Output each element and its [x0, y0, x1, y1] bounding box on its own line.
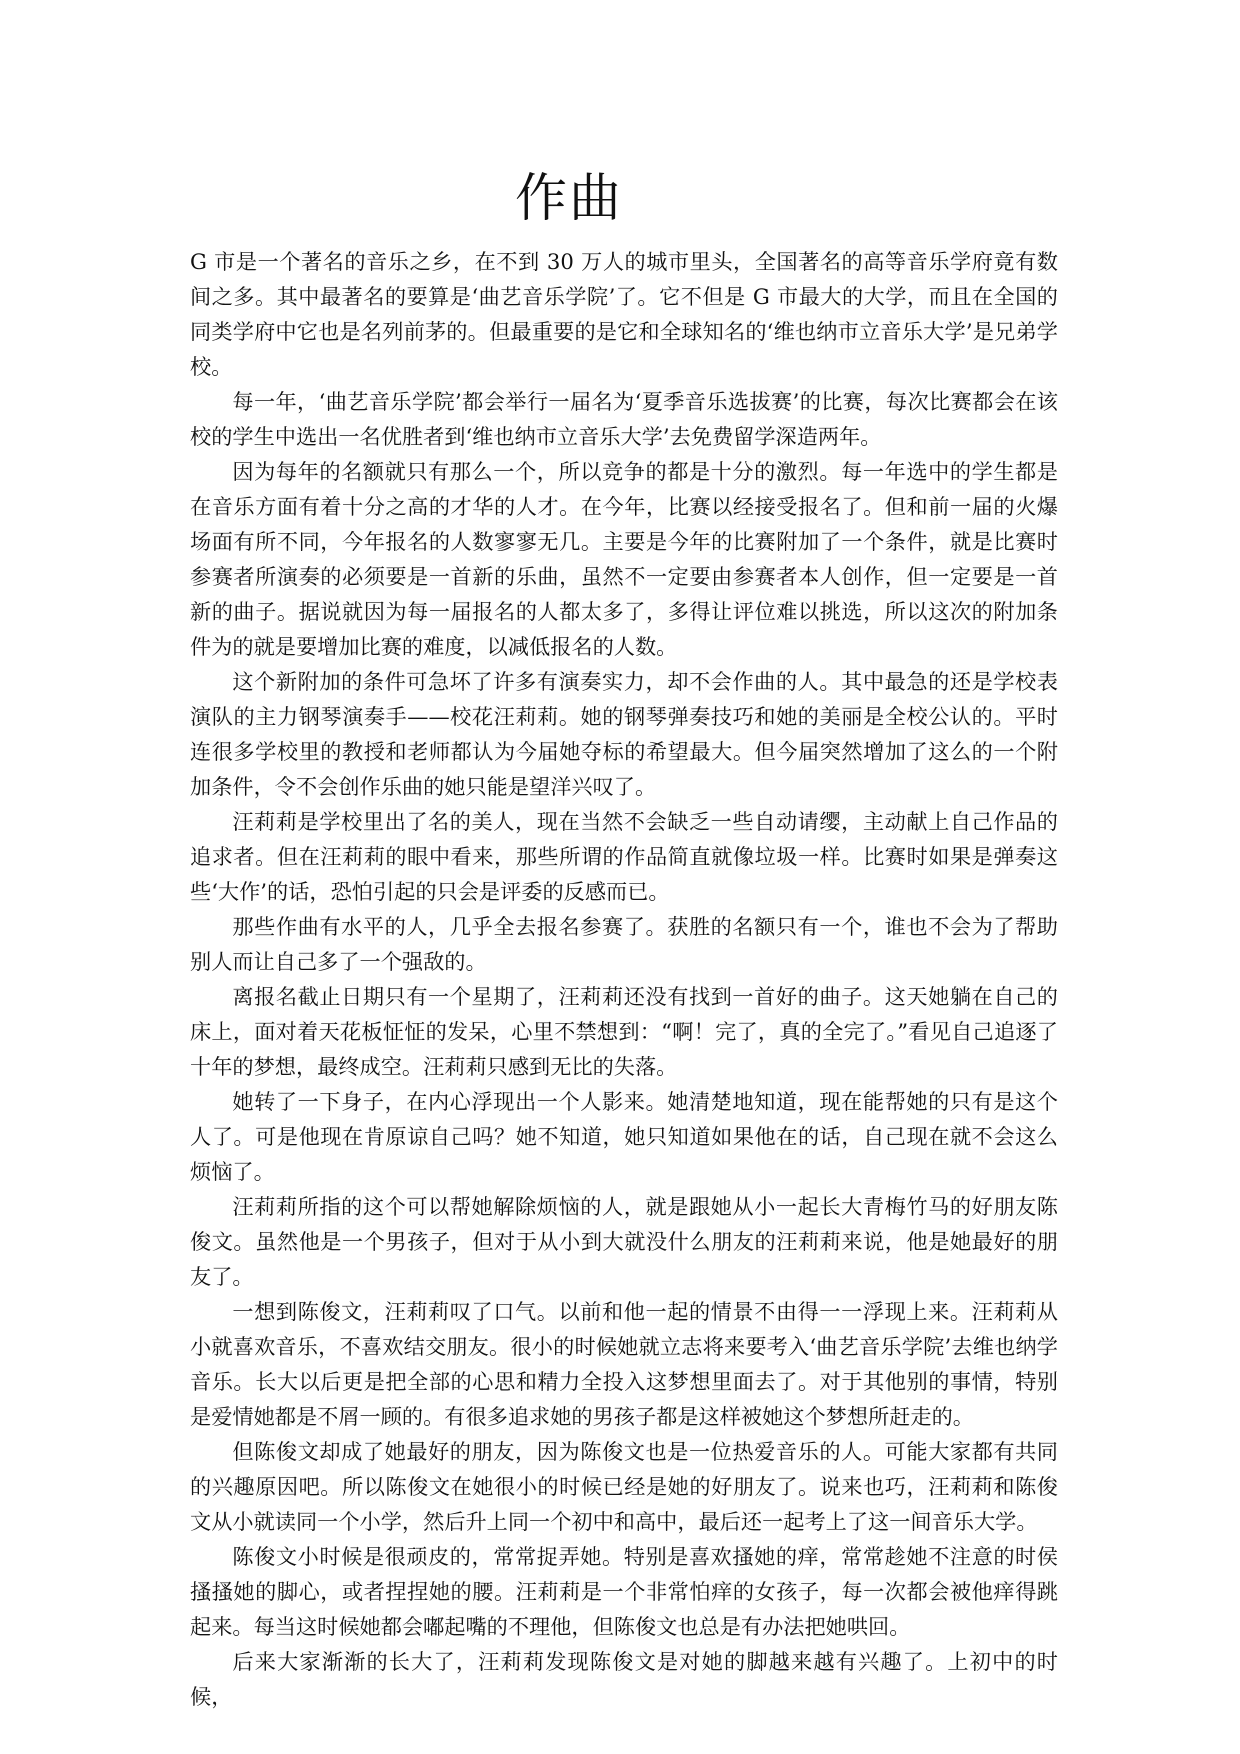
document-title: 作曲 [514, 169, 623, 229]
paragraph-1: G 市是一个著名的音乐之乡，在不到 30 万人的城市里头，全国著名的高等音乐学府竟有数间之多。其中最著名的要算是‘曲艺音乐学院’了。它不但是 G 市最大的大学，而且在全国的同类学府中它也是名列前茅的。但最重要的是它和全球知名的‘维也纳市立音乐大学’是兄弟学校。 [190, 249, 1058, 379]
paragraph-12: 陈俊文小时候是很顽皮的，常常捉弄她。特别是喜欢搔她的痒，常常趁她不注意的时侯搔搔她的脚心，或者捏捏她的腰。汪莉莉是一个非常怕痒的女孩子，每一次都会被他痒得跳起来。每当这时候她都会嘟起嘴的不理他，但陈俊文也总是有办法把她哄回。 [190, 1544, 1058, 1639]
paragraph-8: 她转了一下身子，在内心浮现出一个人影来。她清楚地知道，现在能帮她的只有是这个人了。可是他现在肯原谅自己吗？她不知道，她只知道如果他在的话，自己现在就不会这么烦恼了。 [190, 1089, 1058, 1184]
paragraph-6: 那些作曲有水平的人，几乎全去报名参赛了。获胜的名额只有一个，谁也不会为了帮助别人而让自己多了一个强敌的。 [190, 914, 1058, 974]
paragraph-11: 但陈俊文却成了她最好的朋友，因为陈俊文也是一位热爱音乐的人。可能大家都有共同的兴趣原因吧。所以陈俊文在她很小的时候已经是她的好朋友了。说来也巧，汪莉莉和陈俊文从小就读同一个小学，然后升上同一个初中和高中，最后还一起考上了这一间音乐大学。 [190, 1439, 1058, 1534]
paragraph-5: 汪莉莉是学校里出了名的美人，现在当然不会缺乏一些自动请缨，主动献上自己作品的追求者。但在汪莉莉的眼中看来，那些所谓的作品简直就像垃圾一样。比赛时如果是弹奏这些‘大作’的话，恐怕引起的只会是评委的反感而已。 [190, 809, 1058, 904]
paragraph-9: 汪莉莉所指的这个可以帮她解除烦恼的人，就是跟她从小一起长大青梅竹马的好朋友陈俊文。虽然他是一个男孩子，但对于从小到大就没什么朋友的汪莉莉来说，他是她最好的朋友了。 [190, 1194, 1058, 1289]
document-body [190, 244, 1058, 1714]
paragraph-10: 一想到陈俊文，汪莉莉叹了口气。以前和他一起的情景不由得一一浮现上来。汪莉莉从小就喜欢音乐，不喜欢结交朋友。很小的时候她就立志将来要考入‘曲艺音乐学院’去维也纳学音乐。长大以后更是把全部的心思和精力全投入这梦想里面去了。对于其他别的事情，特别是爱情她都是不屑一顾的。有很多追求她的男孩子都是这样被她这个梦想所赶走的。 [190, 1299, 1058, 1429]
paragraph-2: 每一年，‘曲艺音乐学院’都会举行一届名为‘夏季音乐选拔赛’的比赛，每次比赛都会在该校的学生中选出一名优胜者到‘维也纳市立音乐大学’去免费留学深造两年。 [190, 389, 1058, 449]
paragraph-7: 离报名截止日期只有一个星期了，汪莉莉还没有找到一首好的曲子。这天她躺在自己的床上，面对着天花板怔怔的发呆，心里不禁想到：“啊！完了，真的全完了。”看见自己追逐了十年的梦想，最终成空。汪莉莉只感到无比的失落。 [190, 984, 1058, 1079]
paragraph-13: 后来大家渐渐的长大了，汪莉莉发现陈俊文是对她的脚越来越有兴趣了。上初中的时候， [190, 1649, 1058, 1709]
paragraph-4: 这个新附加的条件可急坏了许多有演奏实力，却不会作曲的人。其中最急的还是学校表演队的主力钢琴演奏手——校花汪莉莉。她的钢琴弹奏技巧和她的美丽是全校公认的。平时连很多学校里的教授和老师都认为今届她夺标的希望最大。但今届突然增加了这么的一个附加条件，令不会创作乐曲的她只能是望洋兴叹了。 [190, 669, 1058, 799]
paragraph-3: 因为每年的名额就只有那么一个，所以竞争的都是十分的激烈。每一年选中的学生都是在音乐方面有着十分之高的才华的人才。在今年，比赛以经接受报名了。但和前一届的火爆场面有所不同，今年报名的人数寥寥无几。主要是今年的比赛附加了一个条件，就是比赛时参赛者所演奏的必须要是一首新的乐曲，虽然不一定要由参赛者本人创作，但一定要是一首新的曲子。据说就因为每一届报名的人都太多了，多得让评位难以挑选，所以这次的附加条件为的就是要增加比赛的难度，以减低报名的人数。 [190, 459, 1058, 659]
